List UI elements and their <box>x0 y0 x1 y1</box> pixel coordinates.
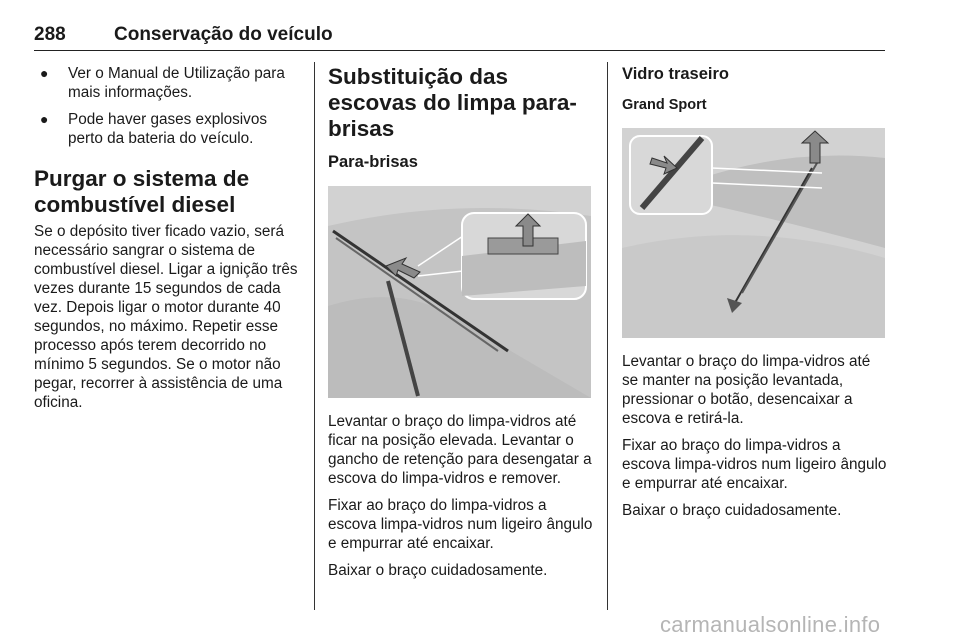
column-1 <box>34 64 302 420</box>
bullet-text: Ver o Manual de Utilização para mais informações. <box>68 65 285 101</box>
bullet-list <box>34 64 302 148</box>
bullet-text: Pode haver gases explosivos perto da bateria do veículo. <box>68 111 267 147</box>
bullet-icon: ● <box>40 111 49 127</box>
diesel-purge-paragraph: Se o depósito tiver ficado vazio, será necessário sangrar o sistema de combustível diesel. Ligar a ignição três vezes durante 15 segundos de cada vez. Depois ligar o motor durante 40 segundos, no máximo. Repetir esse processo após terem decorrido no mínimo 5 segundos. Se o motor não pegar, recorrer à assistência de uma oficina. <box>34 223 298 411</box>
page-header <box>34 24 885 51</box>
bullet-item <box>34 64 302 102</box>
rear-window-heading: Vidro traseiro <box>622 65 729 83</box>
wiper-replacement-heading: Substituição das escovas do limpa para-brisas <box>328 64 577 141</box>
rear-wiper-drawing <box>622 128 885 338</box>
column-3 <box>622 64 888 528</box>
windscreen-wiper-drawing <box>328 186 591 398</box>
rear-window-step-1: Levantar o braço do limpa-vidros até se manter na posição levantada, pressionar o botão, desencaixar a escova e retirá-la. <box>622 353 871 427</box>
diesel-purge-heading: Purgar o sistema de combustível diesel <box>34 166 250 217</box>
section-title: Conservação do veículo <box>114 24 333 45</box>
windscreen-step-1: Levantar o braço do limpa-vidros até ficar na posição elevada. Levantar o gancho de retenção para desengatar a escova do limpa-vidros e remover. <box>328 413 592 487</box>
rear-window-step-2: Fixar ao braço do limpa-vidros a escova limpa-vidros num ligeiro ângulo e empurrar até encaixar. <box>622 437 887 492</box>
windscreen-subheading: Para-brisas <box>328 153 418 171</box>
windscreen-step-2: Fixar ao braço do limpa-vidros a escova limpa-vidros num ligeiro ângulo e empurrar até encaixar. <box>328 497 593 552</box>
site-watermark: carmanualsonline.info <box>660 612 881 637</box>
bullet-icon: ● <box>40 65 49 81</box>
column-2 <box>328 64 594 588</box>
windscreen-step-3: Baixar o braço cuidadosamente. <box>328 562 548 579</box>
windscreen-wiper-illustration <box>328 186 591 398</box>
column-divider-1 <box>314 62 315 610</box>
grand-sport-subheading: Grand Sport <box>622 97 707 113</box>
rear-window-step-3: Baixar o braço cuidadosamente. <box>622 502 842 519</box>
bullet-item <box>34 110 302 148</box>
page-number: 288 <box>34 24 66 45</box>
rear-wiper-illustration <box>622 128 885 338</box>
column-divider-2 <box>607 62 608 610</box>
